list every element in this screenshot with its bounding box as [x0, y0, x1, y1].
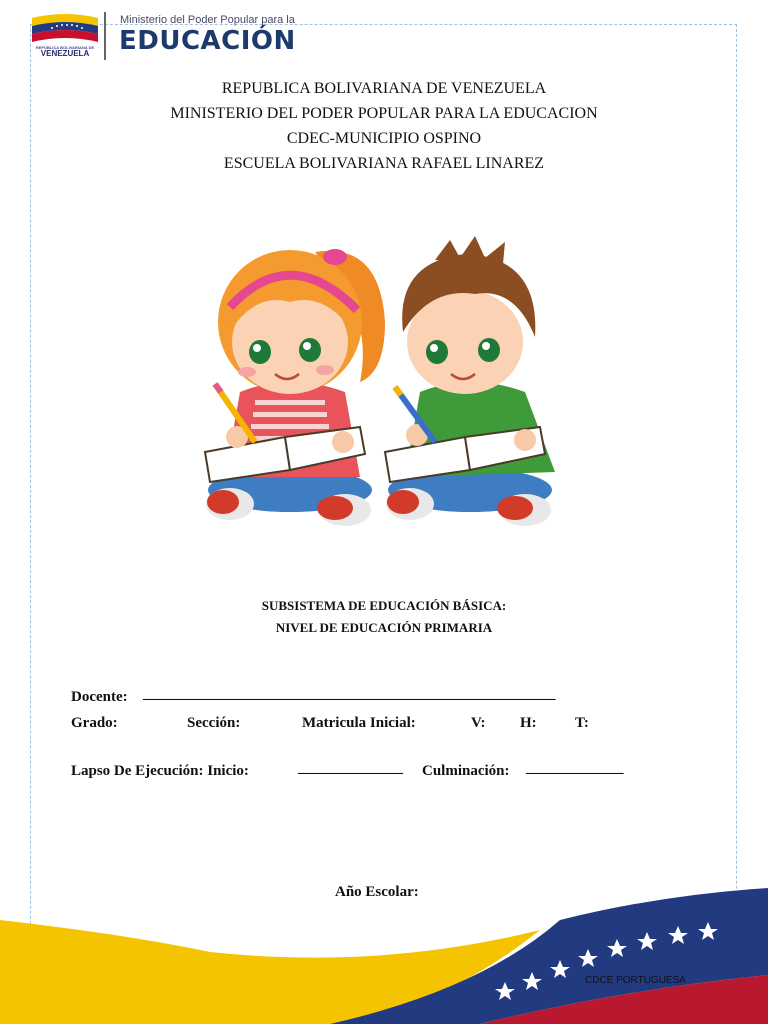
venezuela-flag-icon	[30, 10, 100, 46]
cdce-label: CDCE PORTUGUESA	[585, 975, 686, 986]
ministry-line: Ministerio del Poder Popular para la	[120, 14, 295, 26]
subsystem-block	[0, 595, 768, 639]
v-label: V:	[471, 715, 486, 731]
country-small-text: REPÚBLICA BOLIVARIANA DE	[35, 45, 95, 50]
docente-blank: _______________________________________________________	[143, 686, 556, 702]
ministry-logo	[30, 10, 310, 65]
boy-figure	[385, 236, 555, 526]
subsystem-line-1: SUBSISTEMA DE EDUCACIÓN BÁSICA:	[261, 598, 507, 613]
lapso-label: Lapso De Ejecución: Inicio:	[71, 763, 249, 779]
header-line-4: ESCUELA BOLIVARIANA RAFAEL LINAREZ	[223, 155, 545, 172]
country-text: VENEZUELA	[40, 49, 90, 58]
h-label: H:	[520, 715, 537, 731]
education-wordmark: EDUCACIÓN	[119, 26, 296, 56]
culminacion-label: Culminación:	[422, 763, 510, 779]
country-wordmark	[30, 46, 100, 58]
logo-divider	[104, 12, 106, 60]
culminacion-blank: _____________	[526, 760, 624, 776]
subsystem-line-2: NIVEL DE EDUCACIÓN PRIMARIA	[275, 620, 493, 635]
t-label: T:	[575, 715, 589, 731]
ano-escolar-label: Año Escolar:	[335, 884, 419, 900]
document-header	[0, 76, 768, 176]
inicio-blank: ______________	[298, 760, 403, 776]
docente-label: Docente:	[71, 689, 128, 705]
children-reading-illustration	[195, 232, 575, 532]
header-line-1: REPUBLICA BOLIVARIANA DE VENEZUELA	[221, 80, 547, 97]
seccion-label: Sección:	[187, 715, 241, 731]
grado-label: Grado:	[71, 715, 118, 731]
header-line-2: MINISTERIO DEL PODER POPULAR PARA LA EDUCACION	[170, 105, 598, 122]
matricula-label: Matricula Inicial:	[302, 715, 416, 731]
venezuela-flag-wave	[0, 880, 768, 1024]
header-line-3: CDEC-MUNICIPIO OSPINO	[286, 130, 482, 147]
girl-figure	[205, 249, 385, 526]
